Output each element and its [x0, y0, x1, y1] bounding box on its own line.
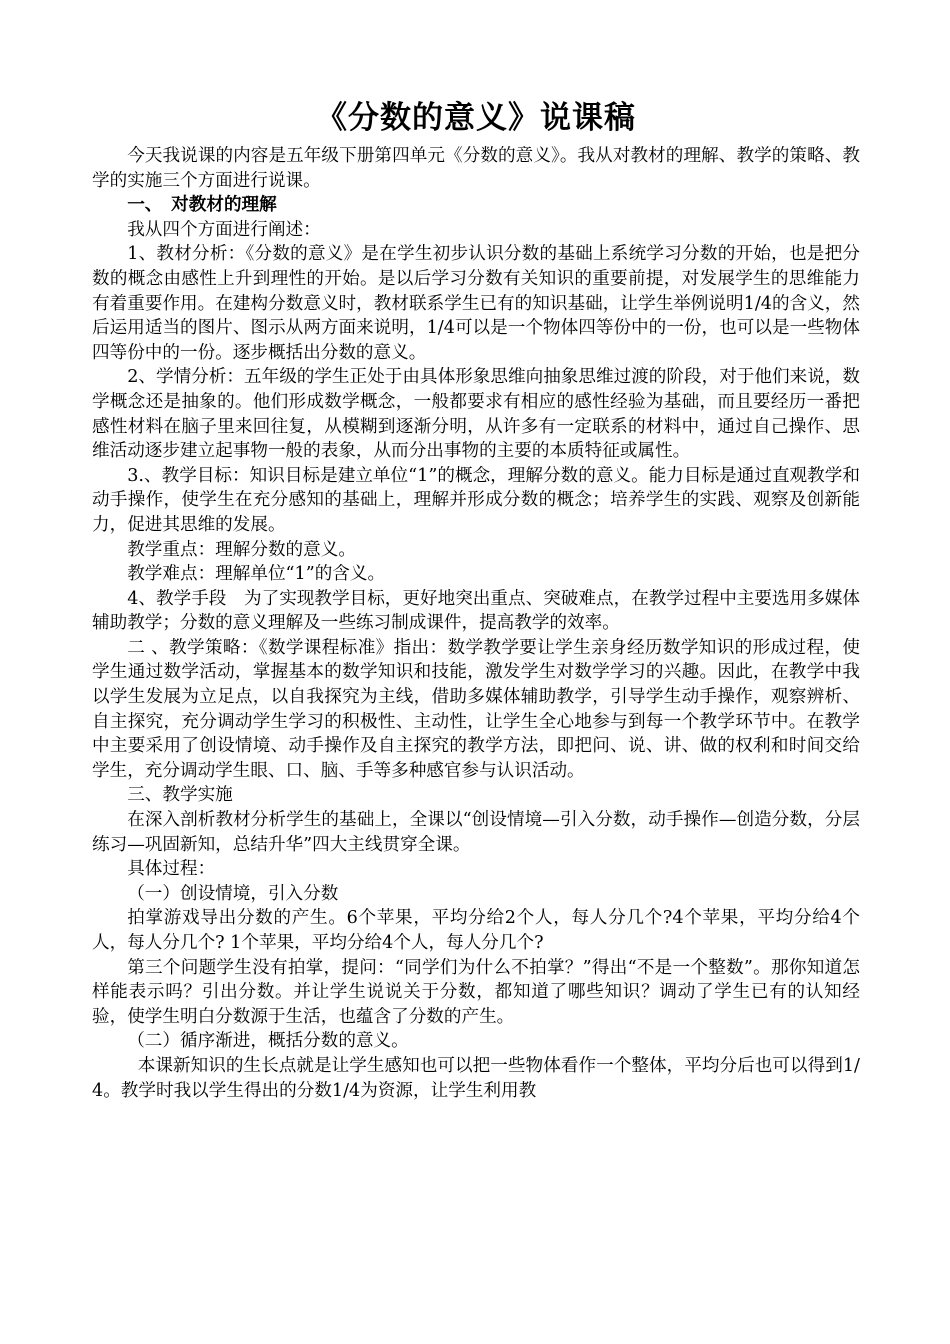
paragraph-implementation: 在深入剖析教材分析学生的基础上，全课以“创设情境—引入分数，动手操作—创造分数，分层练习—巩固新知，总结升华”四大主线贯穿全课。: [92, 810, 860, 855]
paragraph-third-question: 第三个问题学生没有拍掌，提问：“同学们为什么不拍掌？”得出“不是一个整数”。那你知道怎样能表示吗？引出分数。并让学生说说关于分数，都知道了哪些知识？调动了学生已有的认知经验，使学生明白分数源于生活，也蕴含了分数的产生。: [92, 957, 860, 1027]
paragraph-teaching-means: 4、教学手段 为了实现教学目标，更好地突出重点、突破难点，在教学过程中主要选用多媒体辅助教学；分数的意义理解及一些练习制成课件，提高教学的效率。: [92, 588, 860, 634]
subheading-step-1: （一）创设情境，引入分数: [127, 883, 339, 904]
paragraph-key-point: 教学重点：理解分数的意义。: [127, 539, 356, 560]
document-page: [92, 96, 860, 1103]
paragraph-textbook-analysis: 1、教材分析：《分数的意义》是在学生初步认识分数的基础上系统学习分数的开始，也是把分数的概念由感性上升到理性的开始。是以后学习分数有关知识的重要前提，对发展学生的思维能力有着重要作用。在建构分数意义时，教材联系学生已有的知识基础，让学生举例说明1/4的含义，然后运用适当的图片、图示从两方面来说明，1/4可以是一个物体四等份中的一份，也可以是一些物体四等份中的一份。逐步概括出分数的意义。: [92, 244, 860, 363]
paragraph-teaching-strategy: 二 、教学策略：《数学课程标准》指出：数学教学要让学生亲身经历数学知识的形成过程，使学生通过数学活动，掌握基本的数学知识和技能，激发学生对数学学习的兴趣。因此，在教学中我以学生发展为立足点，以自我探究为主线，借助多媒体辅助教学，引导学生动手操作，观察辨析、自主探究，充分调动学生学习的积极性、主动性，让学生全心地参与到每一个教学环节中。在教学中主要采用了创设情境、动手操作及自主探究的教学方法，即把问、说、讲、做的权利和时间交给学生，充分调动学生眼、口、脑、手等多种感官参与认识活动。: [92, 637, 860, 781]
paragraph-difficulty: 教学难点：理解单位“1”的含义。: [127, 564, 386, 585]
section-heading-1: 一、 对教材的理解: [127, 195, 277, 216]
paragraph-overview: 我从四个方面进行阐述：: [127, 219, 321, 240]
paragraph-new-knowledge: 本课新知识的生长点就是让学生感知也可以把一些物体看作一个整体，平均分后也可以得到1/4。教学时我以学生得出的分数1/4为资源，让学生利用教: [92, 1055, 860, 1101]
paragraph-clap-game: 拍掌游戏导出分数的产生。6个苹果，平均分给2个人，每人分几个?4个苹果，平均分给4个人，每人分几个? 1个苹果，平均分给4个人，每人分几个?: [92, 908, 860, 953]
paragraph-student-analysis: 2、学情分析：五年级的学生正处于由具体形象思维向抽象思维过渡的阶段，对于他们来说，数学概念还是抽象的。他们形成数学概念，一般都要求有相应的感性经验为基础，而且要经历一番把感性材料在脑子里来回往复，从模糊到逐渐分明，从许多有一定联系的材料中，通过自己操作、思维活动逐步建立起事物一般的表象，从而分出事物的主要的本质特征或属性。: [92, 367, 860, 462]
paragraph-teaching-goals: 3.、教学目标：知识目标是建立单位“1”的概念，理解分数的意义。能力目标是通过直观教学和动手操作，使学生在充分感知的基础上，理解并形成分数的概念；培养学生的实践、观察及创新能力，促进其思维的发展。: [92, 465, 860, 535]
paragraph-process-label: 具体过程：: [127, 859, 216, 880]
section-heading-3: 三、教学实施: [127, 785, 233, 806]
subheading-step-2: （二）循序渐进，概括分数的意义。: [127, 1031, 409, 1052]
paragraph-intro: 今天我说课的内容是五年级下册第四单元《分数的意义》。我从对教材的理解、教学的策略、教学的实施三个方面进行说课。: [92, 146, 860, 191]
document-title: 《分数的意义》说课稿: [316, 100, 636, 136]
